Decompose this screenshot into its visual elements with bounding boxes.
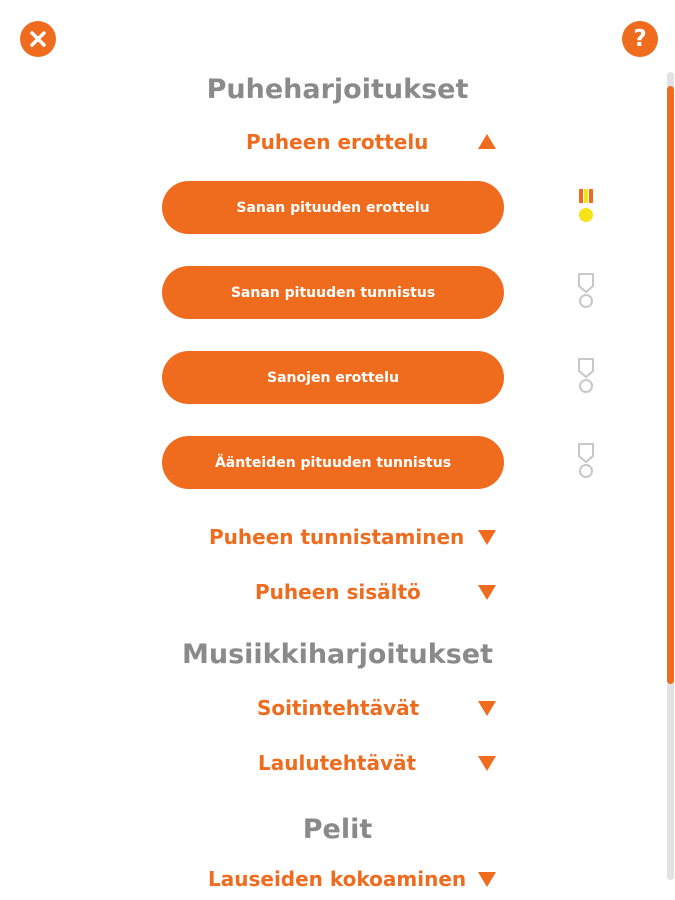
- section-title-puheharjoitukset: Puheharjoitukset: [206, 74, 469, 105]
- chevron-down-icon[interactable]: [478, 872, 496, 887]
- chevron-down-icon[interactable]: [478, 530, 496, 545]
- group-toggle-puheen-tunnistaminen[interactable]: [209, 520, 464, 554]
- chevron-up-icon[interactable]: [478, 134, 496, 149]
- group-label: Laulutehtävät: [258, 751, 417, 775]
- medal-empty-icon: [574, 272, 598, 312]
- medal-empty-icon: [574, 442, 598, 482]
- scrollbar-thumb[interactable]: [667, 86, 674, 684]
- exercise-button-aanteiden-pituuden-tunnistus[interactable]: Äänteiden pituuden tunnistus: [162, 436, 504, 489]
- group-label: Puheen sisältö: [255, 580, 421, 604]
- group-label: Puheen erottelu: [246, 130, 429, 154]
- chevron-down-icon[interactable]: [478, 585, 496, 600]
- close-button[interactable]: [20, 21, 56, 57]
- chevron-down-icon[interactable]: [478, 701, 496, 716]
- group-toggle-soitintehtavat[interactable]: [257, 691, 419, 725]
- medal-earned-icon: [574, 187, 598, 227]
- group-toggle-laulutehtavat[interactable]: [258, 746, 416, 780]
- group-toggle-lauseiden-kokoaminen[interactable]: [208, 862, 466, 896]
- medal-empty-icon: [574, 357, 598, 397]
- section-title-musiikkiharjoitukset: Musiikkiharjoitukset: [181, 639, 494, 670]
- help-icon: ?: [633, 26, 647, 52]
- group-label: Puheen tunnistaminen: [209, 525, 465, 549]
- exercise-button-sanojen-erottelu[interactable]: Sanojen erottelu: [162, 351, 504, 404]
- scrollbar[interactable]: [667, 72, 674, 880]
- group-toggle-puheen-sisalto[interactable]: [255, 575, 421, 609]
- help-button[interactable]: [622, 21, 658, 57]
- chevron-down-icon[interactable]: [478, 756, 496, 771]
- group-label: Lauseiden kokoaminen: [208, 867, 467, 891]
- group-label: Soitintehtävät: [257, 696, 420, 720]
- section-title-pelit: Pelit: [302, 814, 373, 845]
- close-icon: [29, 30, 47, 48]
- exercise-button-sanan-pituuden-tunnistus[interactable]: Sanan pituuden tunnistus: [162, 266, 504, 319]
- exercise-button-sanan-pituuden-erottelu[interactable]: Sanan pituuden erottelu: [162, 181, 504, 234]
- group-toggle-puheen-erottelu[interactable]: [246, 125, 428, 159]
